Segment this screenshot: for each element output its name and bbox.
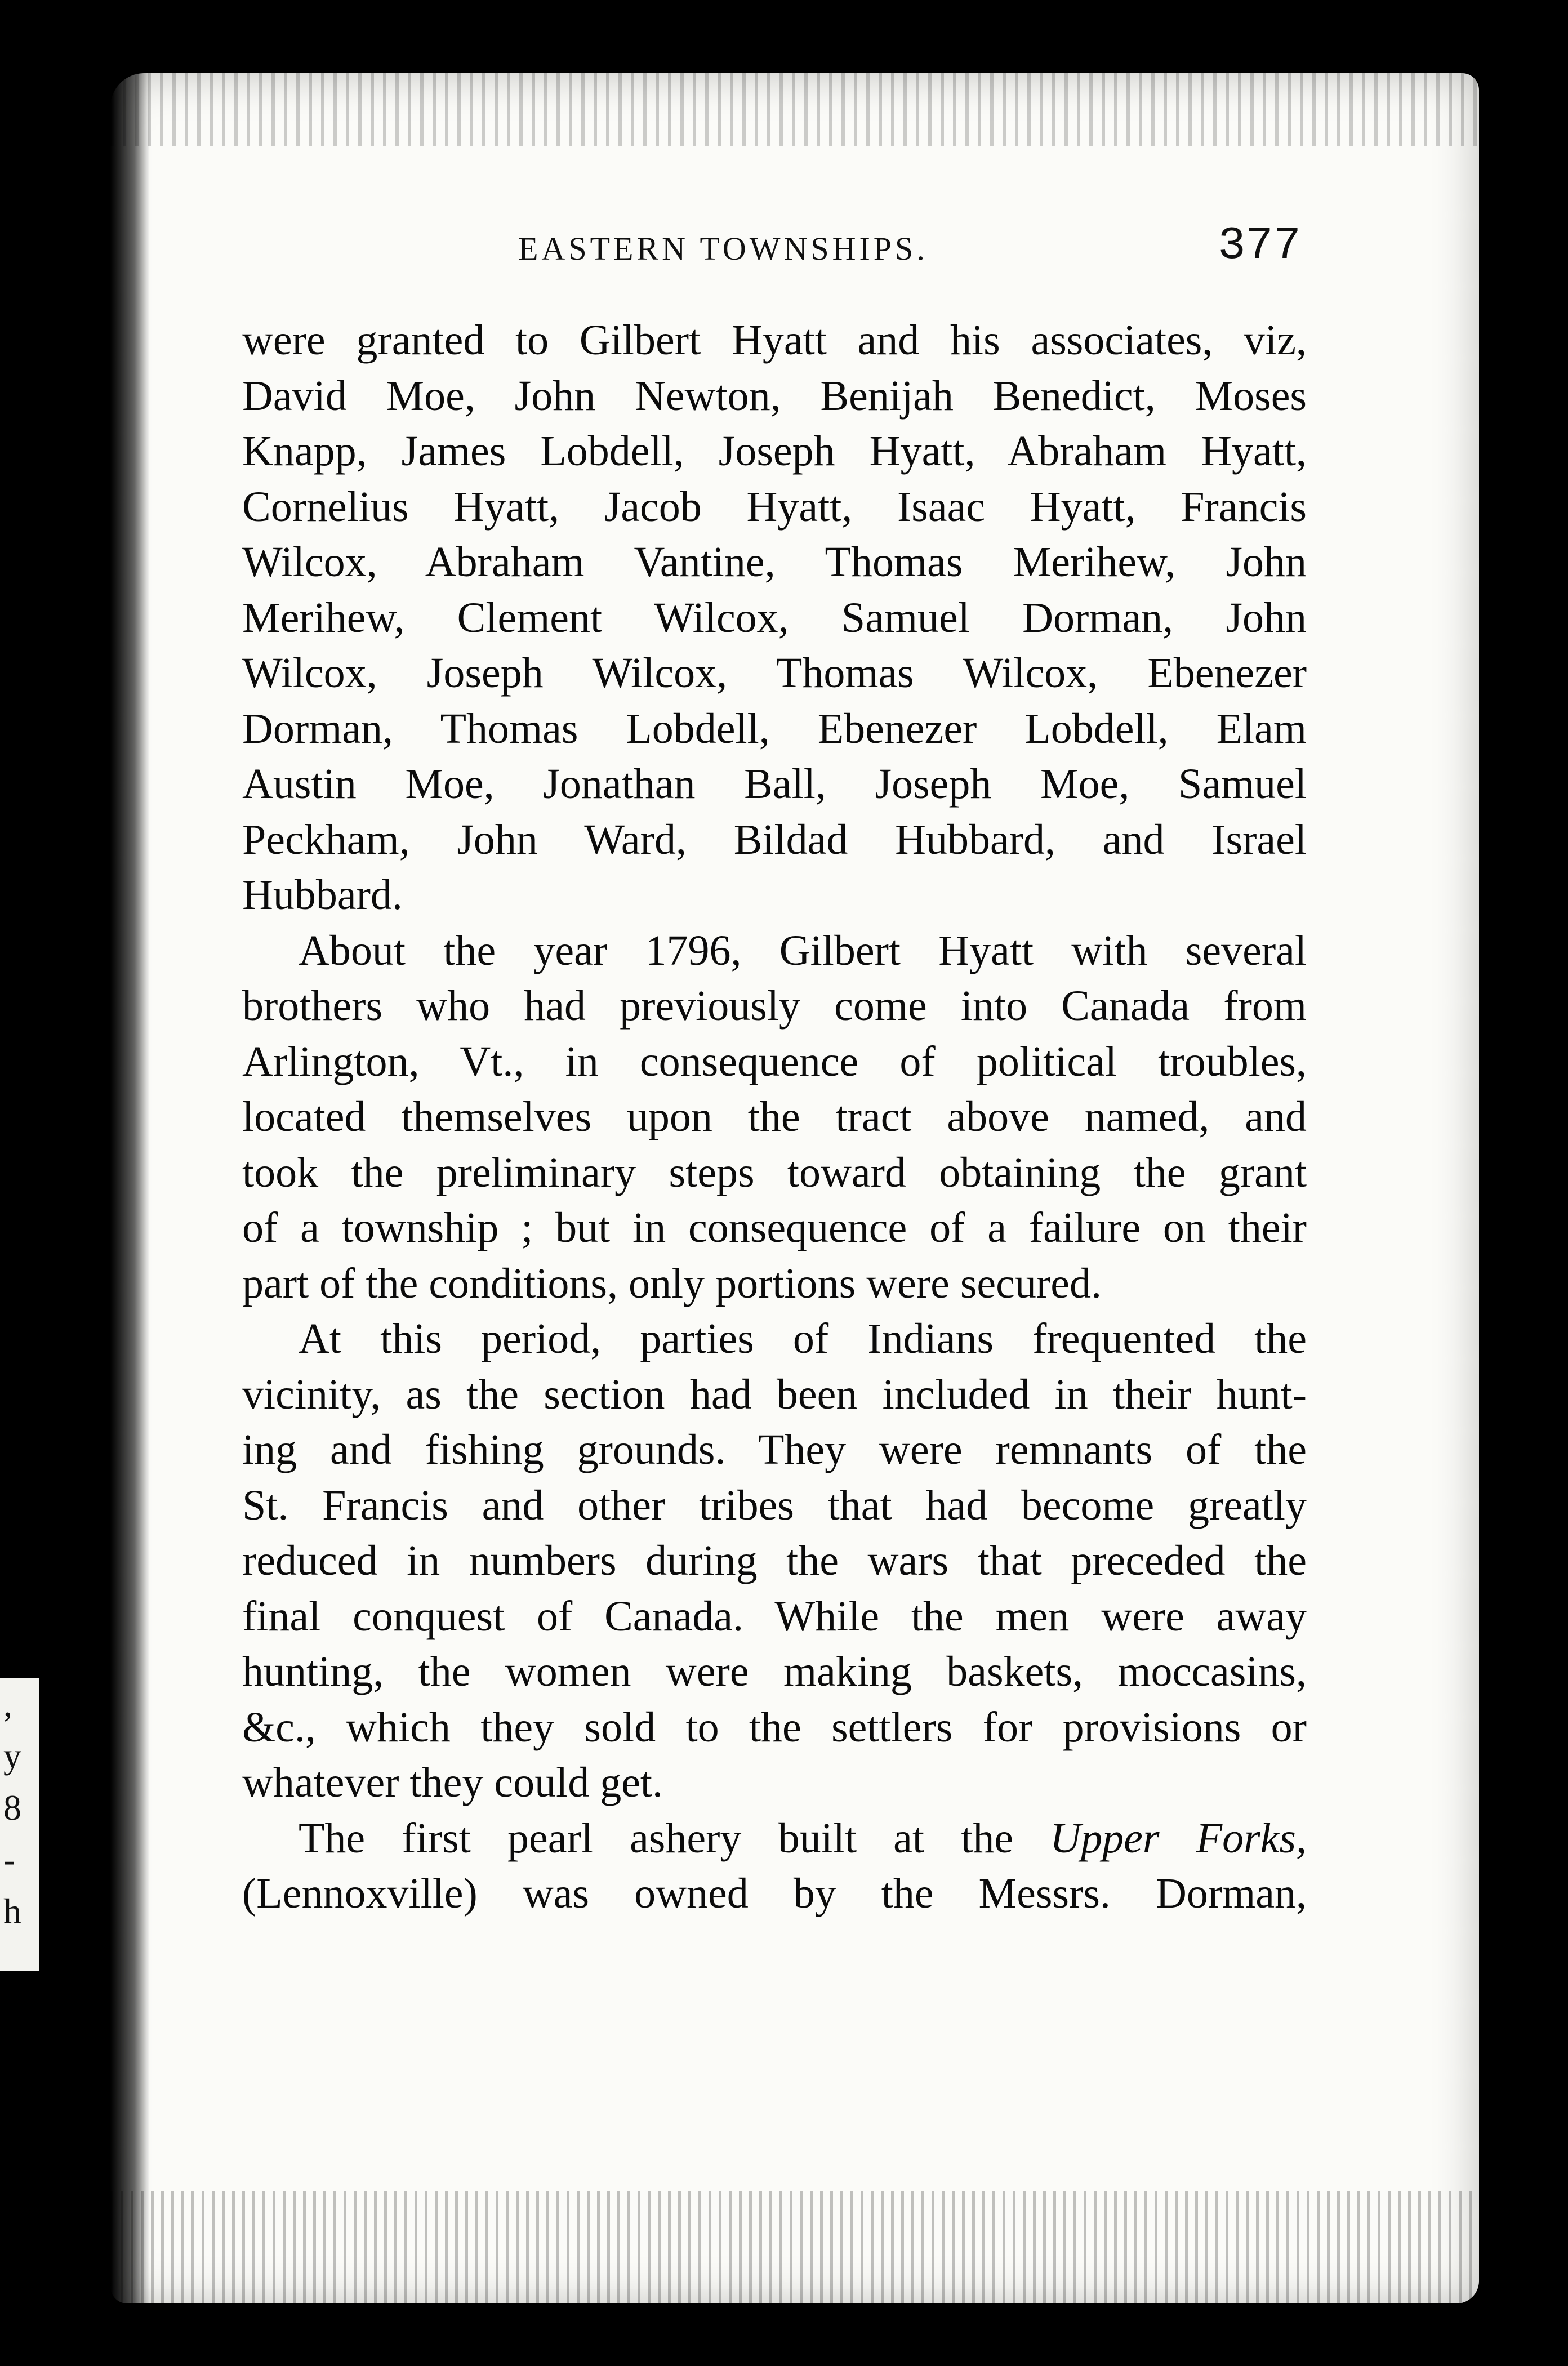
text-line: Wilcox, Joseph Wilcox, Thomas Wilcox, Ebenezer bbox=[242, 649, 1307, 697]
text-line: St. Francis and other tribes that had become greatly bbox=[242, 1481, 1307, 1529]
text-line: At this period, parties of Indians frequented the bbox=[299, 1315, 1307, 1362]
text-line: Cornelius Hyatt, Jacob Hyatt, Isaac Hyatt, Francis bbox=[242, 483, 1307, 531]
gutter-shadow bbox=[110, 73, 150, 2303]
text-line: hunting, the women were making baskets, moccasins, bbox=[242, 1648, 1307, 1695]
facing-page-char: h bbox=[3, 1891, 21, 1931]
text-line: ing and fishing grounds. They were remnants of the bbox=[242, 1426, 1307, 1473]
text-line: Arlington, Vt., in consequence of political troubles, bbox=[242, 1037, 1307, 1085]
facing-page-char: 8 bbox=[3, 1788, 21, 1828]
page-number: 377 bbox=[1218, 220, 1301, 272]
text-line: part of the conditions, only portions were secured. bbox=[242, 1259, 1102, 1307]
text-line: About the year 1796, Gilbert Hyatt with several bbox=[299, 926, 1307, 974]
text-line: located themselves upon the tract above named, and bbox=[242, 1093, 1307, 1140]
running-head: EASTERN TOWNSHIPS. bbox=[518, 230, 928, 267]
text-line: of a township ; but in consequence of a failure on their bbox=[242, 1204, 1307, 1251]
text-line bbox=[242, 1811, 1307, 1866]
facing-page-char: - bbox=[3, 1839, 16, 1879]
text-line: Knapp, James Lobdell, Joseph Hyatt, Abraham Hyatt, bbox=[242, 427, 1307, 475]
paragraph bbox=[242, 1311, 1307, 1811]
page-edge-noise-top bbox=[110, 73, 1479, 146]
text-line: Hubbard. bbox=[242, 871, 403, 919]
text-line: Wilcox, Abraham Vantine, Thomas Merihew, John bbox=[242, 538, 1307, 586]
text-line: were granted to Gilbert Hyatt and his associates, viz, bbox=[242, 317, 1307, 364]
text-line: took the preliminary steps toward obtaining the grant bbox=[242, 1148, 1307, 1196]
text-line: whatever they could get. bbox=[242, 1759, 663, 1806]
italic-place-name: Upper Forks, bbox=[1050, 1814, 1307, 1862]
text-line: (Lennoxville) was owned by the Messrs. Dorman, bbox=[242, 1870, 1307, 1917]
paragraph bbox=[242, 313, 1307, 923]
text-line: reduced in numbers during the wars that preceded the bbox=[242, 1537, 1307, 1584]
facing-page-fragment bbox=[0, 1678, 39, 1971]
page-header bbox=[242, 220, 1301, 276]
facing-page-char: y bbox=[3, 1736, 21, 1776]
facing-page-char: , bbox=[3, 1684, 12, 1724]
text-line: vicinity, as the section had been included in their hunt- bbox=[242, 1370, 1307, 1418]
text-line: Austin Moe, Jonathan Ball, Joseph Moe, Samuel bbox=[242, 760, 1307, 808]
text-line: brothers who had previously come into Canada from bbox=[242, 982, 1307, 1030]
page-edge-noise-bottom bbox=[110, 2191, 1479, 2303]
text-line: Merihew, Clement Wilcox, Samuel Dorman, John bbox=[242, 594, 1307, 641]
text-line: Dorman, Thomas Lobdell, Ebenezer Lobdell, Elam bbox=[242, 705, 1307, 752]
paragraph bbox=[242, 923, 1307, 1312]
text-line: final conquest of Canada. While the men were away bbox=[242, 1592, 1307, 1640]
paragraph bbox=[242, 1811, 1307, 1922]
text-fragment: The first pearl ashery built at the bbox=[299, 1814, 1050, 1862]
text-line: David Moe, John Newton, Benijah Benedict, Moses bbox=[242, 372, 1307, 420]
text-line: Peckham, John Ward, Bildad Hubbard, and Israel bbox=[242, 816, 1307, 863]
body-text bbox=[242, 313, 1307, 1922]
text-line: &c., which they sold to the settlers for provisions or bbox=[242, 1703, 1307, 1751]
